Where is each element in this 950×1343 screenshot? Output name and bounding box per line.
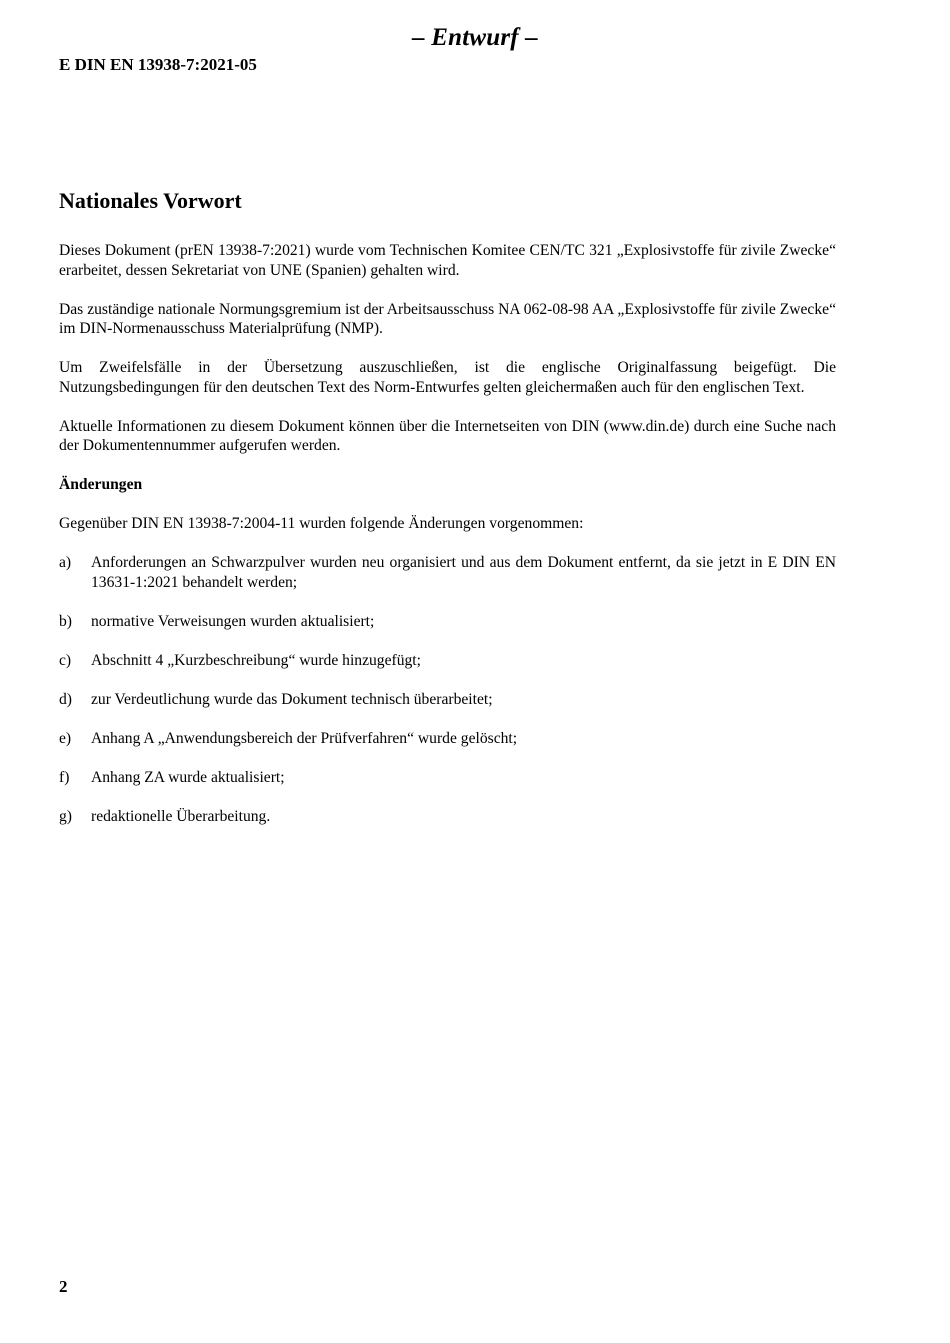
page-number: 2	[59, 1277, 68, 1296]
list-item-text: zur Verdeutlichung wurde das Dokument technisch überarbeitet;	[91, 690, 493, 708]
changes-heading: Änderungen	[59, 476, 143, 493]
foreword-paragraph: Das zuständige nationale Normungsgremium ist der Arbeitsausschuss NA 062-08-98 AA „Explosivstoffe für zivile Zwecke“ im DIN-Normenausschuss Materialprüfung (NMP).	[59, 300, 836, 337]
list-marker: g)	[59, 807, 72, 825]
list-item	[59, 651, 836, 671]
section-title: Nationales Vorwort	[59, 188, 242, 213]
list-item-text: Abschnitt 4 „Kurzbeschreibung“ wurde hinzugefügt;	[91, 651, 421, 669]
list-marker: d)	[59, 690, 72, 708]
list-item	[59, 807, 836, 827]
changes-intro: Gegenüber DIN EN 13938-7:2004-11 wurden folgende Änderungen vorgenommen:	[59, 515, 584, 532]
foreword-paragraph: Aktuelle Informationen zu diesem Dokument können über die Internetseiten von DIN (www.din.de) durch eine Suche nach der Dokumentennummer aufgerufen werden.	[59, 417, 836, 454]
page-content	[59, 186, 836, 846]
list-item-text: Anforderungen an Schwarzpulver wurden neu organisiert und aus dem Dokument entfernt, da sie jetzt in E DIN EN 13631-1:2021 behandelt werden;	[91, 554, 836, 591]
list-item	[59, 553, 836, 592]
list-item	[59, 768, 836, 788]
foreword-paragraph: Um Zweifelsfälle in der Übersetzung auszuschließen, ist die englische Originalfassung beigefügt. Die Nutzungsbedingungen für den deutschen Text des Norm-Entwurfes gelten gleichermaßen auch für den englischen Text.	[59, 359, 836, 396]
list-marker: a)	[59, 554, 72, 571]
draft-label: – Entwurf –	[412, 24, 538, 51]
list-item-text: Anhang ZA wurde aktualisiert;	[91, 768, 285, 786]
list-item	[59, 612, 836, 632]
changes-list	[59, 553, 836, 826]
list-marker: f)	[59, 768, 70, 786]
list-item	[59, 729, 836, 749]
list-marker: e)	[59, 729, 72, 747]
list-item-text: redaktionelle Überarbeitung.	[91, 807, 271, 825]
document-id: E DIN EN 13938-7:2021-05	[59, 55, 257, 74]
list-item-text: normative Verweisungen wurden aktualisiert;	[91, 612, 375, 630]
list-marker: c)	[59, 651, 72, 669]
list-item	[59, 690, 836, 710]
list-marker: b)	[59, 612, 72, 630]
foreword-paragraph: Dieses Dokument (prEN 13938-7:2021) wurde vom Technischen Komitee CEN/TC 321 „Explosivstoffe für zivile Zwecke“ erarbeitet, dessen Sekretariat von UNE (Spanien) gehalten wird.	[59, 242, 836, 279]
list-item-text: Anhang A „Anwendungsbereich der Prüfverfahren“ wurde gelöscht;	[91, 729, 518, 747]
